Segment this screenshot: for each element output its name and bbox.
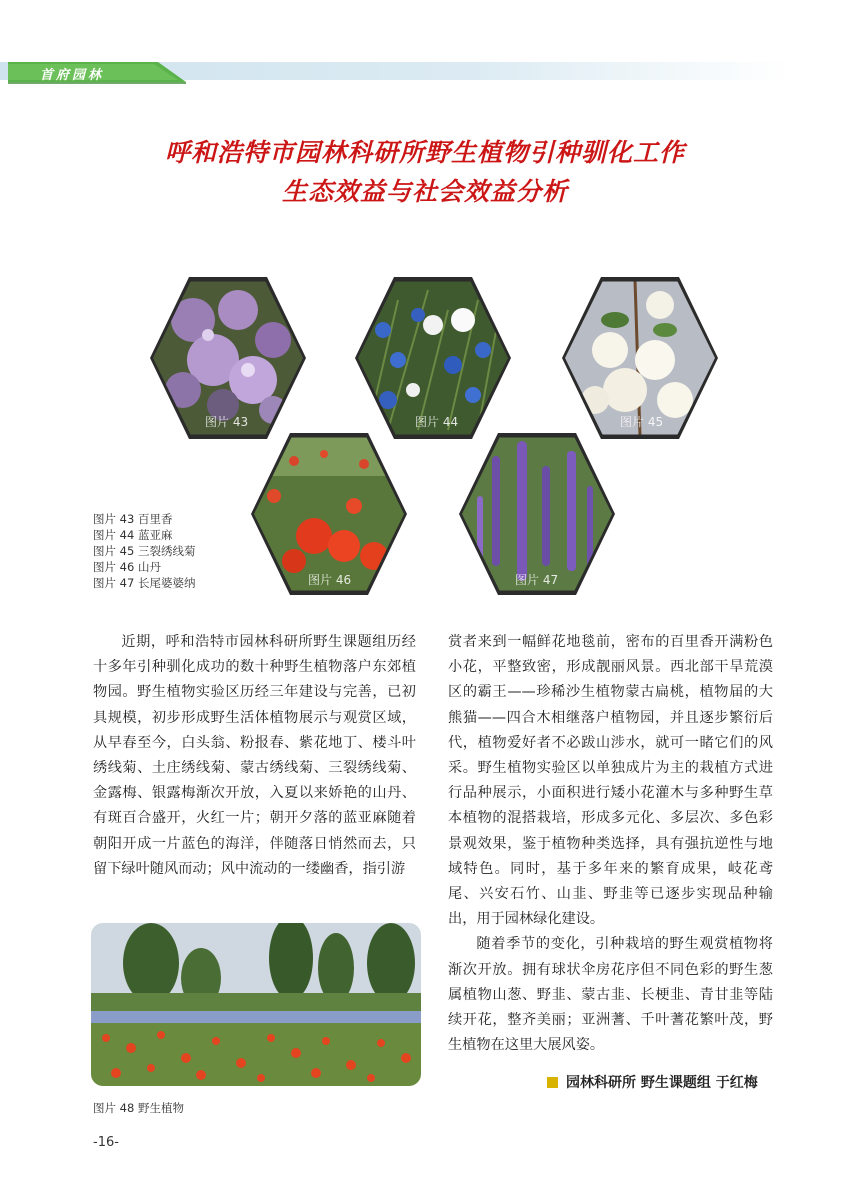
photo-47-veronica <box>462 436 612 592</box>
caption-43: 图片 43 百里香 <box>93 512 173 526</box>
photo-43-label: 图片 43 <box>205 415 249 429</box>
author-name: 园林科研所 野生课题组 于红梅 <box>566 1075 758 1091</box>
photo-46-lily <box>254 436 404 592</box>
paragraph: 随着季节的变化，引种栽培的野生观赏植物将渐次开放。拥有球状伞房花序但不同色彩的野生葱属植物山葱、野韭、蒙古韭、长梗韭、青甘韭等陆续开花，整齐美丽；亚洲蓍、千叶蓍花繁叶茂，野生植物在这里大展风姿。 <box>448 936 773 1054</box>
body-right-column <box>448 630 773 1058</box>
article-title-line2: 生态效益与社会效益分析 <box>281 177 568 206</box>
paragraph: 赏者来到一幅鲜花地毯前，密布的百里香开满粉色小花，平整致密，形成靓丽风景。西北部干旱荒漠区的霸王——珍稀沙生植物蒙古扁桃，植物届的大熊猫——四合木相继落户植物园，并且逐步繁衍后代，植物爱好者不必跋山涉水，就可一睹它们的风采。野生植物实验区以单独成片为主的栽植方式进行品种展示，小面积进行矮小花灌木与多种野生草本植物的混搭栽培，形成多元化、多层次、多色彩景观效果，鉴于植物种类选择，具有强抗逆性与地域特色。同时，基于多年来的繁育成果，岐花鸢尾、兴安石竹、山韭、野韭等已逐步实现品种输出，用于园林绿化建设。 <box>448 634 773 928</box>
paragraph: 近期，呼和浩特市园林科研所野生课题组历经十多年引种驯化成功的数十种野生植物落户东郊植物园。野生植物实验区历经三年建设与完善，已初具规模，初步形成野生活体植物展示与观赏区域，从早春至今，白头翁、粉报春、紫花地丁、楼斗叶绣线菊、土庄绣线菊、蒙古绣线菊、三裂绣线菊、金露梅、银露梅渐次开放，入夏以来娇艳的山丹、有斑百合盛开，火红一片；朝开夕落的蓝亚麻随着朝阳开成一片蓝色的海洋，伴随落日悄然而去，只留下绿叶随风而动；风中流动的一缕幽香，指引游 <box>93 634 416 877</box>
author-line <box>547 1072 758 1092</box>
caption-46: 图片 46 山丹 <box>93 560 161 574</box>
page-number: -16- <box>93 1135 119 1150</box>
photo-45-label: 图片 45 <box>620 415 664 429</box>
photo-48-caption: 图片 48 野生植物 <box>93 1101 184 1115</box>
article-title-line1: 呼和浩特市园林科研所野生植物引种驯化工作 <box>164 138 685 167</box>
caption-47: 图片 47 长尾婆婆纳 <box>93 576 196 590</box>
photo-46-label: 图片 46 <box>308 573 352 587</box>
caption-45: 图片 45 三裂绣线菊 <box>93 544 196 558</box>
body-left-column <box>93 630 416 882</box>
photo-47-label: 图片 47 <box>515 573 559 587</box>
photo-caption-list <box>93 511 195 591</box>
photo-44-label: 图片 44 <box>415 415 459 429</box>
caption-44: 图片 44 蓝亚麻 <box>93 528 173 542</box>
section-title: 首府园林 <box>40 68 105 83</box>
photo-48-wild-plants <box>91 923 421 1086</box>
author-bullet-icon <box>547 1077 558 1088</box>
